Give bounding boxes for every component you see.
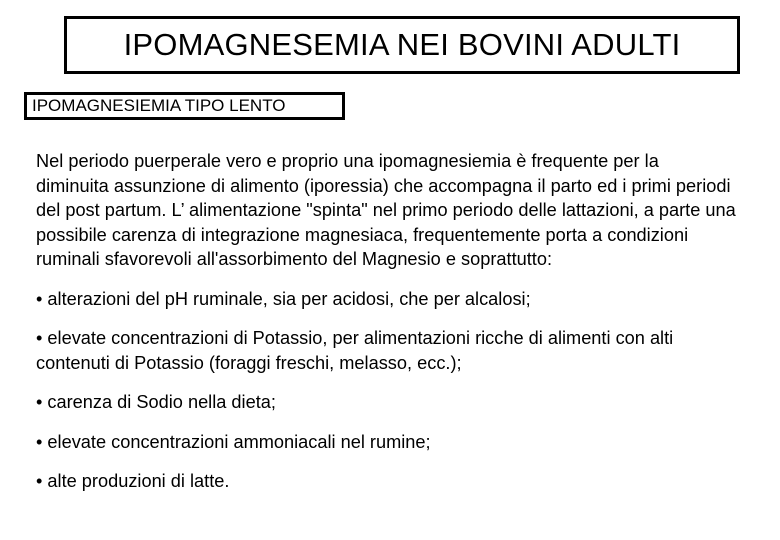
intro-paragraph: Nel periodo puerperale vero e proprio una ipomagnesiemia è frequente per la diminuita assunzione di alimento (iporessia) che accompagna il parto ed i primi periodi del post partum. L’ alimentazione "spinta" nel primo periodo delle lattazioni, a parte una possibile carenza di integrazione magnesiaca, frequentemente porta a condizioni ruminali sfavorevoli all'assorbimento del Magnesio e soprattutto: [36,151,736,269]
slide-subtitle: IPOMAGNESIEMIA TIPO LENTO [32,96,286,115]
subtitle-box [24,92,345,120]
bullet-ph: • alterazioni del pH ruminale, sia per acidosi, che per alcalosi; [36,288,531,309]
bullet-sodium: • carenza di Sodio nella dieta; [36,392,276,412]
bullet-ammonia: • elevate concentrazioni ammoniacali nel rumine; [36,431,431,452]
slide-title: IPOMAGNESEMIA NEI BOVINI ADULTI [123,27,681,62]
slide-content [36,149,736,509]
bullet-potassium: • elevate concentrazioni di Potassio, per alimentazioni ricche di alimenti con alti contenuti di Potassio (foraggi freschi, melasso, ecc.); [36,328,674,373]
bullet-milk-production: • alte produzioni di latte. [36,471,230,491]
title-box [64,16,740,74]
